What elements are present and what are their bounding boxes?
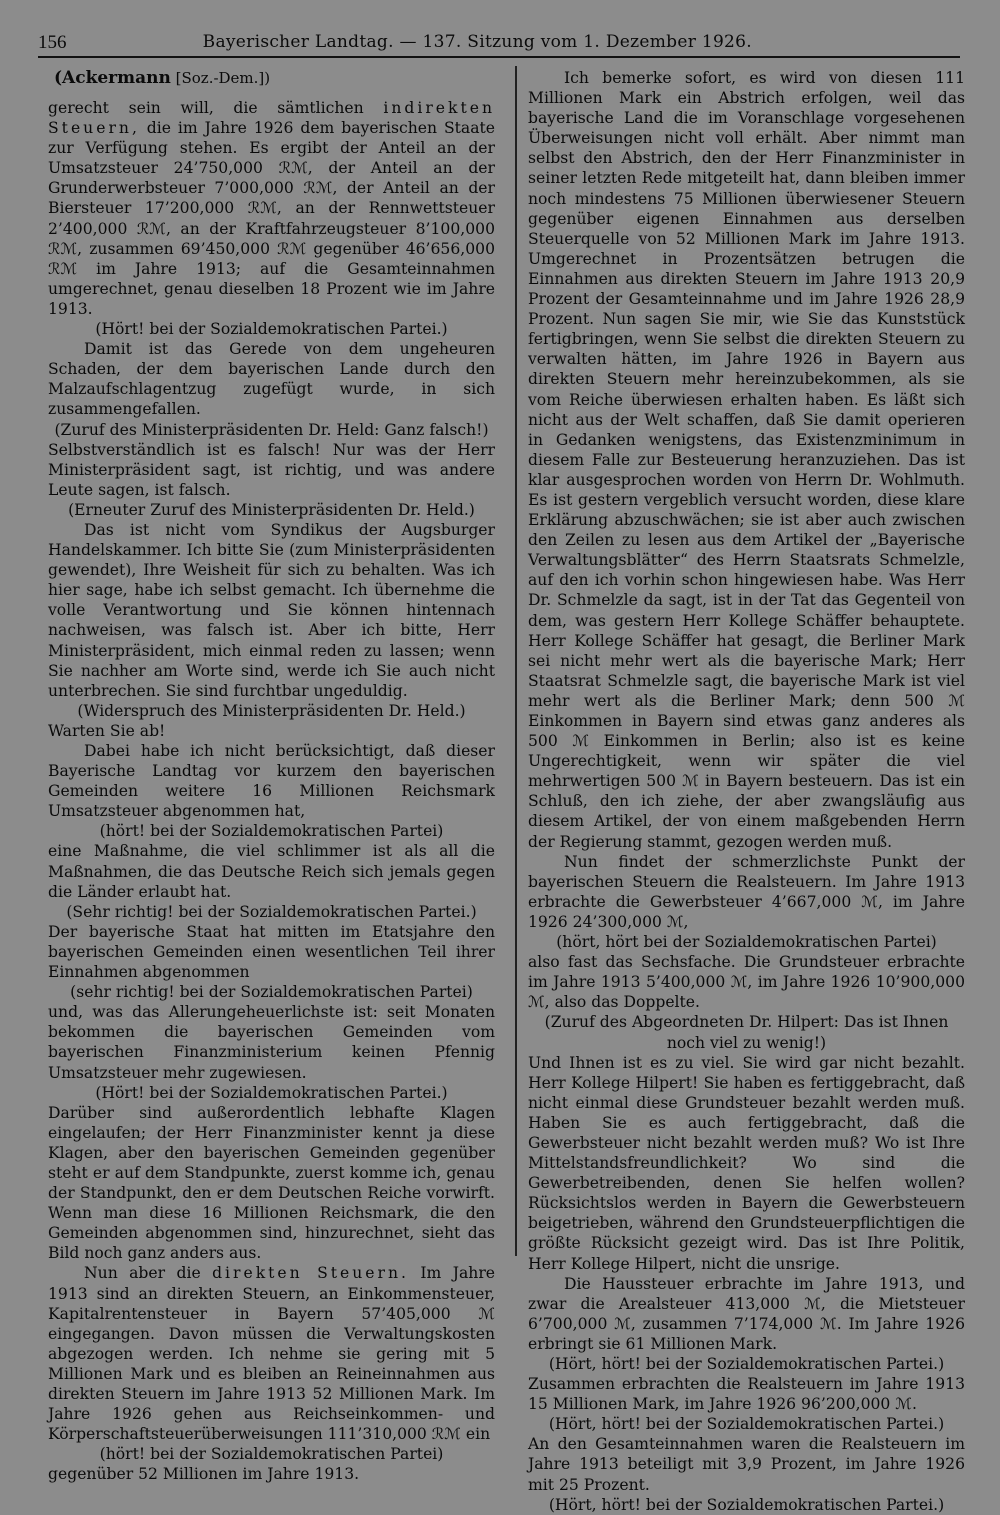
interjection: (hört! bei der Sozialdemokratischen Partei) xyxy=(99,822,444,841)
paragraph: Nun findet der schmerzlichste Punkt der bayerischen Steuern die Realsteuern. Im Jahre 1913 erbrachte die Gewerbsteuer 4’667,000 ℳ, im Jahre 1926 24’300,000 ℳ, xyxy=(528,852,965,931)
paragraph: Das ist nicht vom Syndikus der Augsburger Handelskammer. Ich bitte Sie (zum Ministerpräsidenten gewendet), Ihre Weisheit für sich zu behalten. Was ich hier sage, habe ich selbst gemacht. Ich übernehme die volle Verantwortung und Sie können hintennach nachweisen, was falsch ist. Aber ich bitte, Herr Ministerpräsident, mich einmal reden zu lassen; wenn Sie nachher am Worte sind, werde ich Sie auch nicht unterbrechen. Sie sind furchtbar ungeduldig. xyxy=(48,520,495,700)
interjection: (Hört! bei der Sozialdemokratischen Partei.) xyxy=(95,320,448,339)
paragraph: An den Gesamteinnahmen waren die Realsteuern im Jahre 1913 beteiligt mit 3,9 Prozent, im Jahre 1926 mit 25 Prozent. xyxy=(528,1435,965,1494)
page-header xyxy=(38,30,960,58)
interjection: (sehr richtig! bei der Sozialdemokratischen Partei) xyxy=(70,983,473,1002)
left-column xyxy=(48,68,495,1484)
interjection: (Widerspruch des Ministerpräsidenten Dr. Held.) xyxy=(77,701,466,720)
paragraph: Und Ihnen ist es zu viel. Sie wird gar nicht bezahlt. Herr Kollege Hilpert! Sie haben es fertiggebracht, daß nicht einmal diese Grundsteuer bezahlt werden muß. Haben Sie es auch fertiggebracht, daß die Gewerbsteuer nicht bezahlt werden muß? Wo ist Ihre Mittelstandsfreundlichkeit? Wo sind die Gewerbetreibenden, denen Sie helfen wollen? Rücksichtslos werden in Bayern die Gewerbsteuern beigetrieben, während den Grundsteuerpflichtigen die größte Rücksicht gezeigt wird. Das ist Ihre Politik, Herr Kollege Hilpert, nicht die unsrige. xyxy=(528,1053,965,1273)
paragraph: gegenüber 52 Millionen im Jahre 1913. xyxy=(48,1465,360,1484)
speaker-heading xyxy=(54,68,495,92)
interjection: (Hört, hört! bei der Sozialdemokratischen Partei.) xyxy=(548,1415,945,1434)
column-divider xyxy=(515,66,517,1256)
paragraph: Der bayerische Staat hat mitten im Etatsjahre den bayerischen Gemeinden einen wesentlichen Teil ihrer Einnahmen abgenommen xyxy=(48,922,495,982)
interjection: (Hört! bei der Sozialdemokratischen Partei.) xyxy=(95,1083,448,1102)
interjection: (Hört, hört! bei der Sozialdemokratischen Partei.) xyxy=(548,1355,945,1373)
left-column-body xyxy=(48,98,495,1484)
running-head: Bayerischer Landtag. — 137. Sitzung vom 1. Dezember 1926. xyxy=(202,32,752,52)
paragraph: Zusammen erbrachten die Realsteuern im Jahre 1913 15 Millionen Mark, im Jahre 1926 96’200,000 ℳ. xyxy=(528,1375,965,1414)
interjection: (Hört, hört! bei der Sozialdemokratischen Partei.) xyxy=(548,1495,945,1514)
speaker-name: (Ackermann xyxy=(54,68,171,88)
page-number: 156 xyxy=(38,32,67,53)
paragraph: eine Maßnahme, die viel schlimmer ist als all die Maßnahmen, die das Deutsche Reich sich jemals gegen die Länder erlaubt hat. xyxy=(48,842,495,901)
paragraph-text: Im Jahre 1913 sind an direkten Steuern, an Einkommensteuer, Kapitalrentensteuer in Bayern 57’405,000 ℳ eingegangen. Davon müssen die Verwaltungskosten abgezogen werden. Ich nehme sie gering mit 5 Millionen Mark und es bleiben an Reineinnahmen aus direkten Steuern im Jahre 1913 52 Millionen Mark. Im Jahre 1926 gehen aus Reichseinkommen- und Körperschaftsteuerüberweisungen 111’310,000 ℛℳ ein xyxy=(48,1264,495,1444)
paragraph: Dabei habe ich nicht berücksichtigt, daß dieser Bayerische Landtag vor kurzem den bayerischen Gemeinden weitere 16 Millionen Reichsmark Umsatzsteuer abgenommen hat, xyxy=(48,742,495,821)
paragraph: Darüber sind außerordentlich lebhafte Klagen eingelaufen; der Herr Finanzminister kennt ja diese Klagen, aber den bayerischen Gemeinden gegenüber steht er auf dem Standpunkte, zuerst komme ich, genau der Standpunkt, den er dem Deutschen Reiche vorwirft. Wenn man diese 16 Millionen Reichsmark, die den Gemeinden abgenommen sind, hinzurechnet, sieht das Bild noch ganz anders aus. xyxy=(48,1103,495,1263)
paragraph: Selbstverständlich ist es falsch! Nur was der Herr Ministerpräsident sagt, ist richtig, und was andere Leute sagen, ist falsch. xyxy=(48,440,495,499)
speaker-party: [Soz.-Dem.]) xyxy=(170,69,271,87)
interjection: (Erneuter Zuruf des Ministerpräsidenten Dr. Held.) xyxy=(68,500,475,519)
paragraph: Damit ist das Gerede von dem ungeheuren Schaden, der dem bayerischen Lande durch den Malzaufschlagentzug zugefügt wurde, in sich zusammengefallen. xyxy=(48,340,495,419)
interjection: (Zuruf des Ministerpräsidenten Dr. Held: Ganz falsch!) xyxy=(54,420,489,439)
paragraph: Die Haussteuer erbrachte im Jahre 1913, und zwar die Arealsteuer 413,000 ℳ, die Mietsteuer 6’700,000 ℳ, zusammen 7’174,000 ℳ. Im Jahre 1926 erbringt sie 61 Millionen Mark. xyxy=(528,1274,965,1353)
paragraph-text: gerecht sein will, die sämtlichen xyxy=(48,99,384,117)
emphasized-term: indirekten Steuern, xyxy=(48,99,495,138)
paragraph: und, was das Allerungeheuerlichste ist: seit Monaten bekommen die bayerischen Gemeinden vom bayerischen Finanzministerium keinen Pfennig Umsatzsteuer mehr zugewiesen. xyxy=(48,1003,495,1082)
paragraph xyxy=(48,98,495,319)
paragraph: Warten Sie ab! xyxy=(48,721,166,740)
interjection: (Zuruf des Abgeordneten Dr. Hilpert: Das ist Ihnen noch viel zu wenig!) xyxy=(544,1013,949,1052)
interjection: (hört, hört bei der Sozialdemokratischen Partei) xyxy=(556,933,937,952)
interjection: (Sehr richtig! bei der Sozialdemokratischen Partei.) xyxy=(66,902,477,921)
paragraph xyxy=(48,1263,495,1444)
emphasized-term: direkten Steuern. xyxy=(212,1264,409,1283)
paragraph-text: die im Jahre 1926 dem bayerischen Staate zur Verfügung stehen. Es ergibt der Anteil an der Umsatzsteuer 24’750,000 ℛℳ, der Anteil an der Grunderwerbsteuer 7’000,000 ℛℳ, der Anteil an der Biersteuer 17’200,000 ℛℳ, an der Rennwettsteuer 2’400,000 ℛℳ, an der Kraftfahrzeugsteuer 8’100,000 ℛℳ, zusammen 69’450,000 ℛℳ gegenüber 46’656,000 ℛℳ im Jahre 1913; auf die Gesamteinnahmen umgerechnet, genau dieselben 18 Prozent wie im Jahre 1913. xyxy=(48,119,495,318)
paragraph-text: Nun aber die xyxy=(84,1264,213,1283)
interjection: (hört! bei der Sozialdemokratischen Partei) xyxy=(99,1445,444,1464)
paragraph: Ich bemerke sofort, es wird von diesen 111 Millionen Mark ein Abstrich erfolgen, weil das bayerische Land die im Voranschlage vorgesehenen Überweisungen nicht voll erhält. Aber nimmt man selbst den Abstrich, den der Herr Finanzminister in seiner letzten Rede mitgeteilt hat, dann bleiben immer noch mindestens 75 Millionen überwiesener Steuern gegenüber eigenen Einnahmen aus derselben Steuerquelle von 52 Millionen Mark im Jahre 1913. Umgerechnet in Prozentsätzen betrugen die Einnahmen aus direkten Steuern im Jahre 1913 20,9 Prozent der Gesamteinnahme und im Jahre 1926 28,9 Prozent. Nun sagen Sie mir, wie Sie das Kunststück fertigbringen, wenn Sie selbst die direkten Steuern zu verwalten hätten, im Jahre 1926 in Bayern aus direkten Steuern mehr hereinzubekommen, als sie vom Reiche überwiesen erhalten haben. Es läßt sich nicht aus der Welt schaffen, daß Sie damit operieren in Gedanken wenigstens, das Existenzminimum in diesem Falle zur Besteuerung heranzuziehen. Das ist klar ausgesprochen worden von Herrn Dr. Wohlmuth. Es ist gestern vergeblich versucht worden, diese klare Erklärung abzuschwächen; sie ist aber auch zwischen den Zeilen zu lesen aus dem Artikel der „Bayerische Verwaltungsblätter“ des Herrn Staatsrats Schmelzle, auf den ich vorhin schon hingewiesen habe. Was Herr Dr. Schmelzle da sagt, ist in der Tat das Gegenteil von dem, was gestern Herr Kollege Schäffer behauptete. Herr Kollege Schäffer hat gesagt, die Berliner Mark sei nicht mehr wert als die bayerische Mark; Herr Staatsrat Schmelzle sagt, die bayerische Mark ist viel mehr wert als die Berliner Mark; denn 500 ℳ Einkommen in Bayern sind etwas ganz anderes als 500 ℳ Einkommen in Berlin; also ist es keine Ungerechtigkeit, wenn wir später die viel mehrwertigen 500 ℳ in Bayern besteuern. Das ist ein Schluß, den ich ziehe, der aber zwangsläufig aus diesem Artikel, der von einem maßgebenden Herrn der Regierung stammt, gezogen werden muß. xyxy=(528,69,965,851)
paragraph: also fast das Sechsfache. Die Grundsteuer erbrachte im Jahre 1913 5’400,000 ℳ, im Jahre 1926 10’900,000 ℳ, also das Doppelte. xyxy=(528,953,965,1012)
